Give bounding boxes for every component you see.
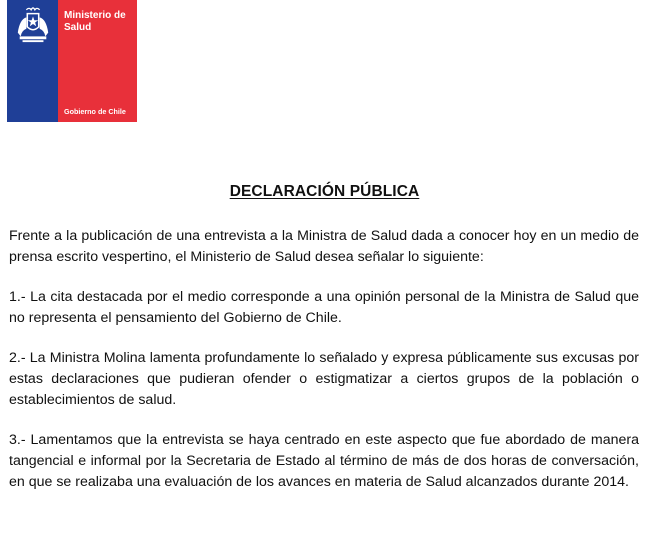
logo-blue-panel: [7, 0, 58, 122]
paragraph-point-2: 2.- La Ministra Molina lamenta profundamente lo señalado y expresa públicamente sus excusas por estas declaraciones que pudieran ofender o estigmatizar a ciertos grupos de la población o establecimientos de salud.: [9, 350, 639, 408]
document-heading: DECLARACIÓN PÚBLICA: [229, 183, 420, 200]
logo-title-line2: Salud: [64, 22, 92, 33]
logo-title: [64, 10, 136, 34]
logo-footer: Gobierno de Chile: [64, 107, 126, 116]
chile-coat-of-arms-icon: [14, 6, 52, 44]
paragraph-point-3: 3.- Lamentamos que la entrevista se haya centrado en este aspecto que fue abordado de manera tangencial e informal por la Secretaria de Estado al término de más de dos horas de conversación, en que se realizaba una evaluación de los avances en materia de Salud alcanzados durante 2014.: [9, 432, 639, 490]
ministerio-de-salud-logo: [7, 0, 137, 122]
logo-red-panel: [58, 0, 137, 122]
logo-title-line1: Ministerio de: [64, 10, 126, 21]
paragraph-point-1: 1.- La cita destacada por el medio corresponde a una opinión personal de la Ministra de Salud que no representa el pensamiento del Gobierno de Chile.: [9, 289, 639, 326]
paragraph-intro: Frente a la publicación de una entrevista a la Ministra de Salud dada a conocer hoy en un medio de prensa escrito vespertino, el Ministerio de Salud desea señalar lo siguiente:: [9, 228, 639, 265]
document-body: [9, 226, 639, 512]
